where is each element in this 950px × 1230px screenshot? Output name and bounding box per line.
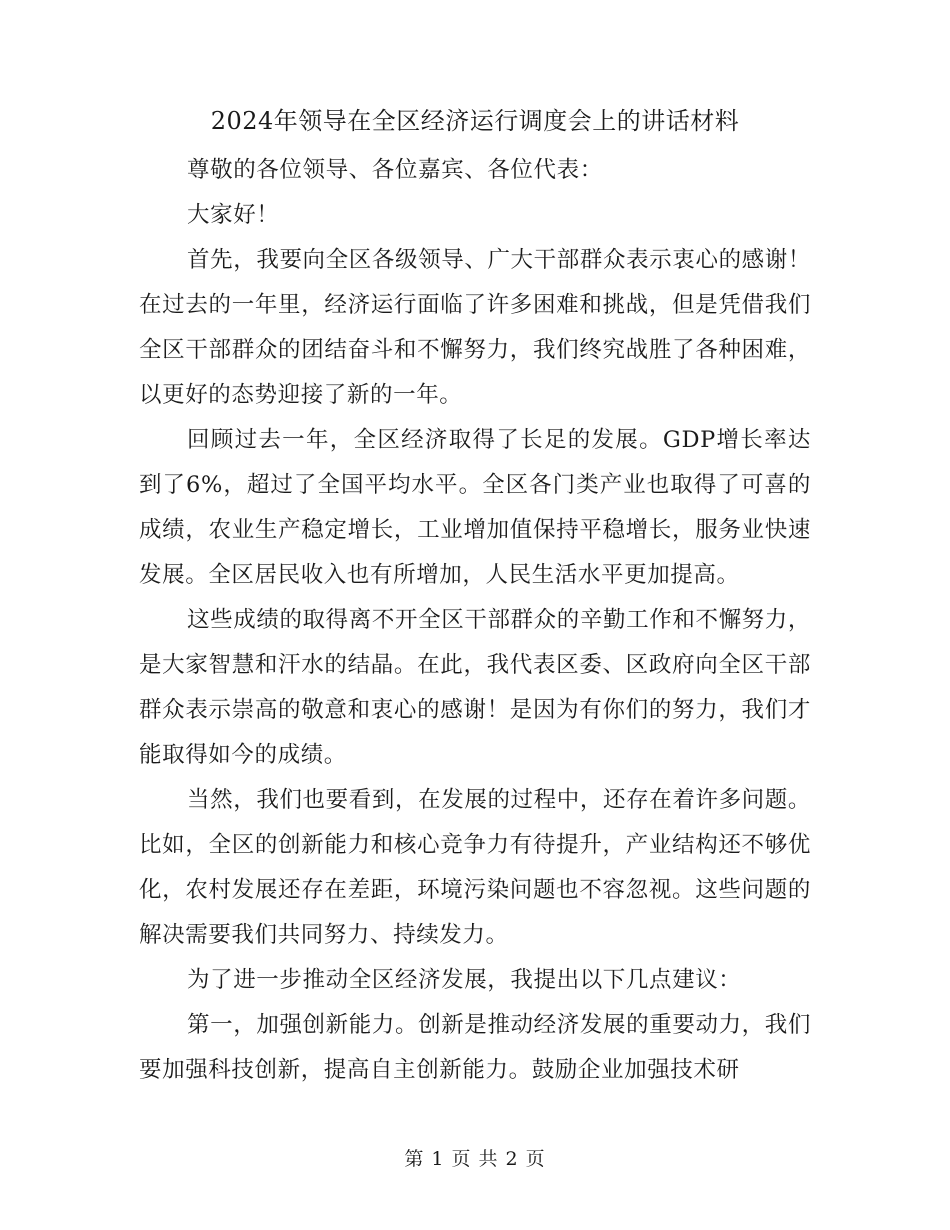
paragraph-suggestions-intro: 为了进一步推动全区经济发展，我提出以下几点建议： [187, 967, 742, 993]
paragraph-achievements: 这些成绩的取得离不开全区干部群众的辛勤工作和不懈努力，是大家智慧和汗水的结晶。在此，我代表区委、区政府向全区干部群众表示崇高的敬意和衷心的感谢！是因为有你们的努力，我们才能取得如今的成绩。 [139, 607, 811, 768]
document-body [139, 148, 811, 1093]
paragraph-suggestion-1: 第一，加强创新能力。创新是推动经济发展的重要动力，我们要加强科技创新，提高自主创新能力。鼓励企业加强技术研 [139, 1012, 811, 1083]
greeting: 大家好！ [187, 202, 280, 228]
paragraph-problems: 当然，我们也要看到，在发展的过程中，还存在着许多问题。比如，全区的创新能力和核心竞争力有待提升，产业结构还不够优化，农村发展还存在差距，环境污染问题也不容忽视。这些问题的解决需要我们共同努力、持续发力。 [139, 787, 811, 948]
salutation: 尊敬的各位领导、各位嘉宾、各位代表： [187, 157, 603, 183]
page-title: 2024年领导在全区经济运行调度会上的讲话材料 [210, 107, 740, 135]
paragraph-thanks: 首先，我要向全区各级领导、广大干部群众表示衷心的感谢！在过去的一年里，经济运行面临了许多困难和挑战，但是凭借我们全区干部群众的团结奋斗和不懈努力，我们终究战胜了各种困难，以更好的态势迎接了新的一年。 [139, 247, 811, 408]
paragraph-review: 回顾过去一年，全区经济取得了长足的发展。GDP增长率达到了6%，超过了全国平均水平。全区各门类产业也取得了可喜的成绩，农业生产稳定增长，工业增加值保持平稳增长，服务业快速发展。全区居民收入也有所增加，人民生活水平更加提高。 [139, 427, 811, 588]
page-number-footer: 第 1 页 共 2 页 [404, 1148, 546, 1170]
